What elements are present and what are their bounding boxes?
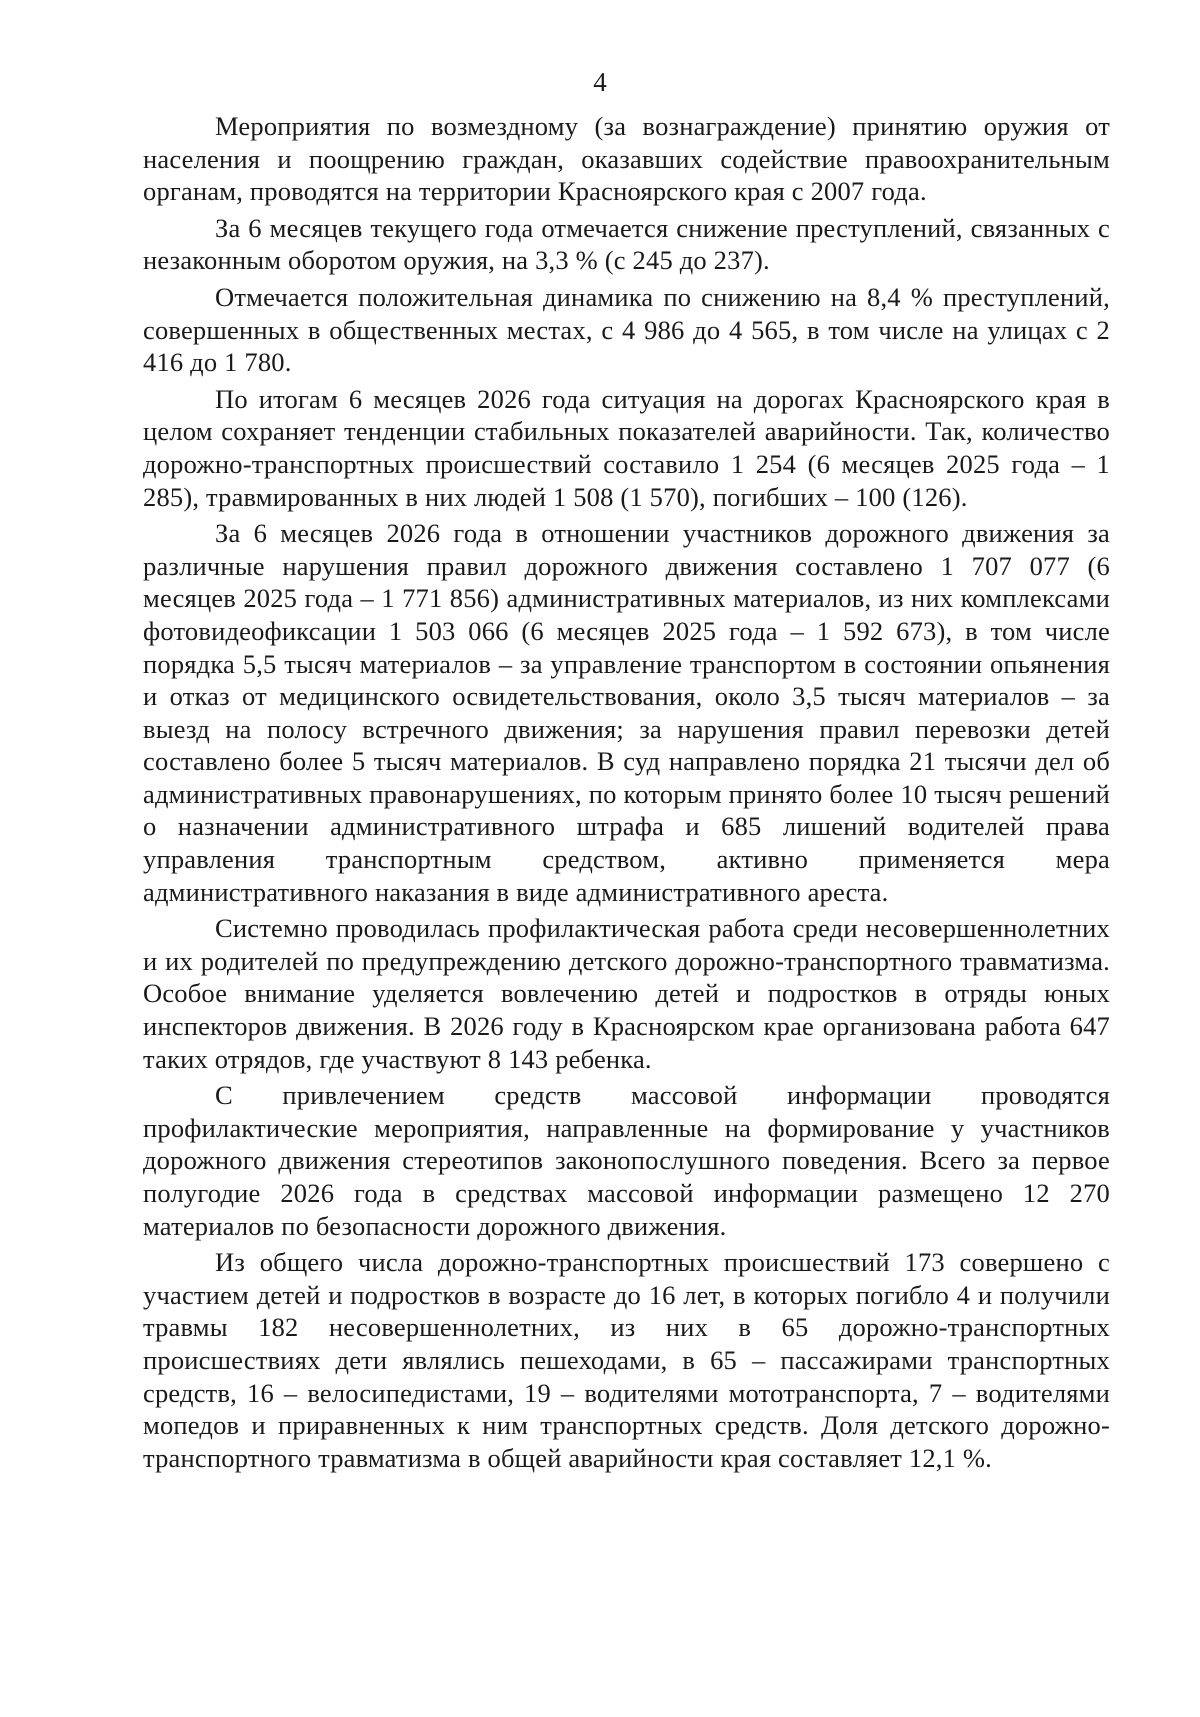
page-number: 4 (593, 67, 607, 97)
paragraph-mass-media: С привлечением средств массовой информации проводятся профилактические мероприятия, направленные на формирование у участников дорожного движения стереотипов законопослушного поведения. Всего за первое полугодие 2026 года в средствах массовой информации размещено 12 270 материалов по безопасности дорожного движения. (143, 1080, 1110, 1241)
document-body (143, 110, 1110, 1478)
paragraph-traffic-violations: За 6 месяцев 2026 года в отношении участников дорожного движения за различные нарушения правил дорожного движения составлено 1 707 077 (6 месяцев 2025 года – 1 771 856) административных материалов, из них комплексами фотовидеофиксации 1 503 066 (6 месяцев 2025 года – 1 592 673), в том числе порядка 5,5 тысяч материалов – за управление транспортом в состоянии опьянения и отказ от медицинского освидетельствования, около 3,5 тысяч материалов – за выезд на полосу встречного движения; за нарушения правил перевозки детей составлено более 5 тысяч материалов. В суд направлено порядка 21 тысячи дел об административных правонарушениях, по которым принято более 10 тысяч решений о назначении административного штрафа и 685 лишений водителей права управления транспортным средством, активно применяется мера административного наказания в виде административного ареста. (143, 518, 1110, 907)
paragraph-weapons-buyback: Мероприятия по возмездному (за вознаграждение) принятию оружия от населения и поощрению граждан, оказавших содействие правоохранительным органам, проводятся на территории Красноярского края с 2007 года. (143, 111, 1110, 207)
paragraph-child-accidents: Из общего числа дорожно-транспортных происшествий 173 совершено с участием детей и подростков в возрасте до 16 лет, в которых погибло 4 и получили травмы 182 несовершеннолетних, из них в 65 дорожно-транспортных происшествиях дети являлись пешеходами, в 65 – пассажирами транспортных средств, 16 – велосипедистами, 19 – водителями мототранспорта, 7 – водителями мопедов и приравненных к ним транспортных средств. Доля детского дорожно-транспортного травматизма в общей аварийности края составляет 12,1 %. (143, 1247, 1110, 1473)
paragraph-road-accidents: По итогам 6 месяцев 2026 года ситуация на дорогах Красноярского края в целом сохраняет тенденции стабильных показателей аварийности. Так, количество дорожно-транспортных происшествий составило 1 254 (6 месяцев 2025 года – 1 285), травмированных в них людей 1 508 (1 570), погибших – 100 (126). (143, 383, 1110, 512)
paragraph-youth-prevention: Системно проводилась профилактическая работа среди несовершеннолетних и их родителей по предупреждению детского дорожно-транспортного травматизма. Особое внимание уделяется вовлечению детей и подростков в отряды юных инспекторов движения. В 2026 году в Красноярском крае организована работа 647 таких отрядов, где участвуют 8 143 ребенка. (143, 913, 1110, 1074)
paragraph-public-places: Отмечается положительная динамика по снижению на 8,4 % преступлений, совершенных в общественных местах, с 4 986 до 4 565, в том числе на улицах с 2 416 до 1 780. (143, 281, 1110, 378)
paragraph-weapons-crime: За 6 месяцев текущего года отмечается снижение преступлений, связанных с незаконным оборотом оружия, на 3,3 % (с 245 до 237). (143, 212, 1110, 276)
